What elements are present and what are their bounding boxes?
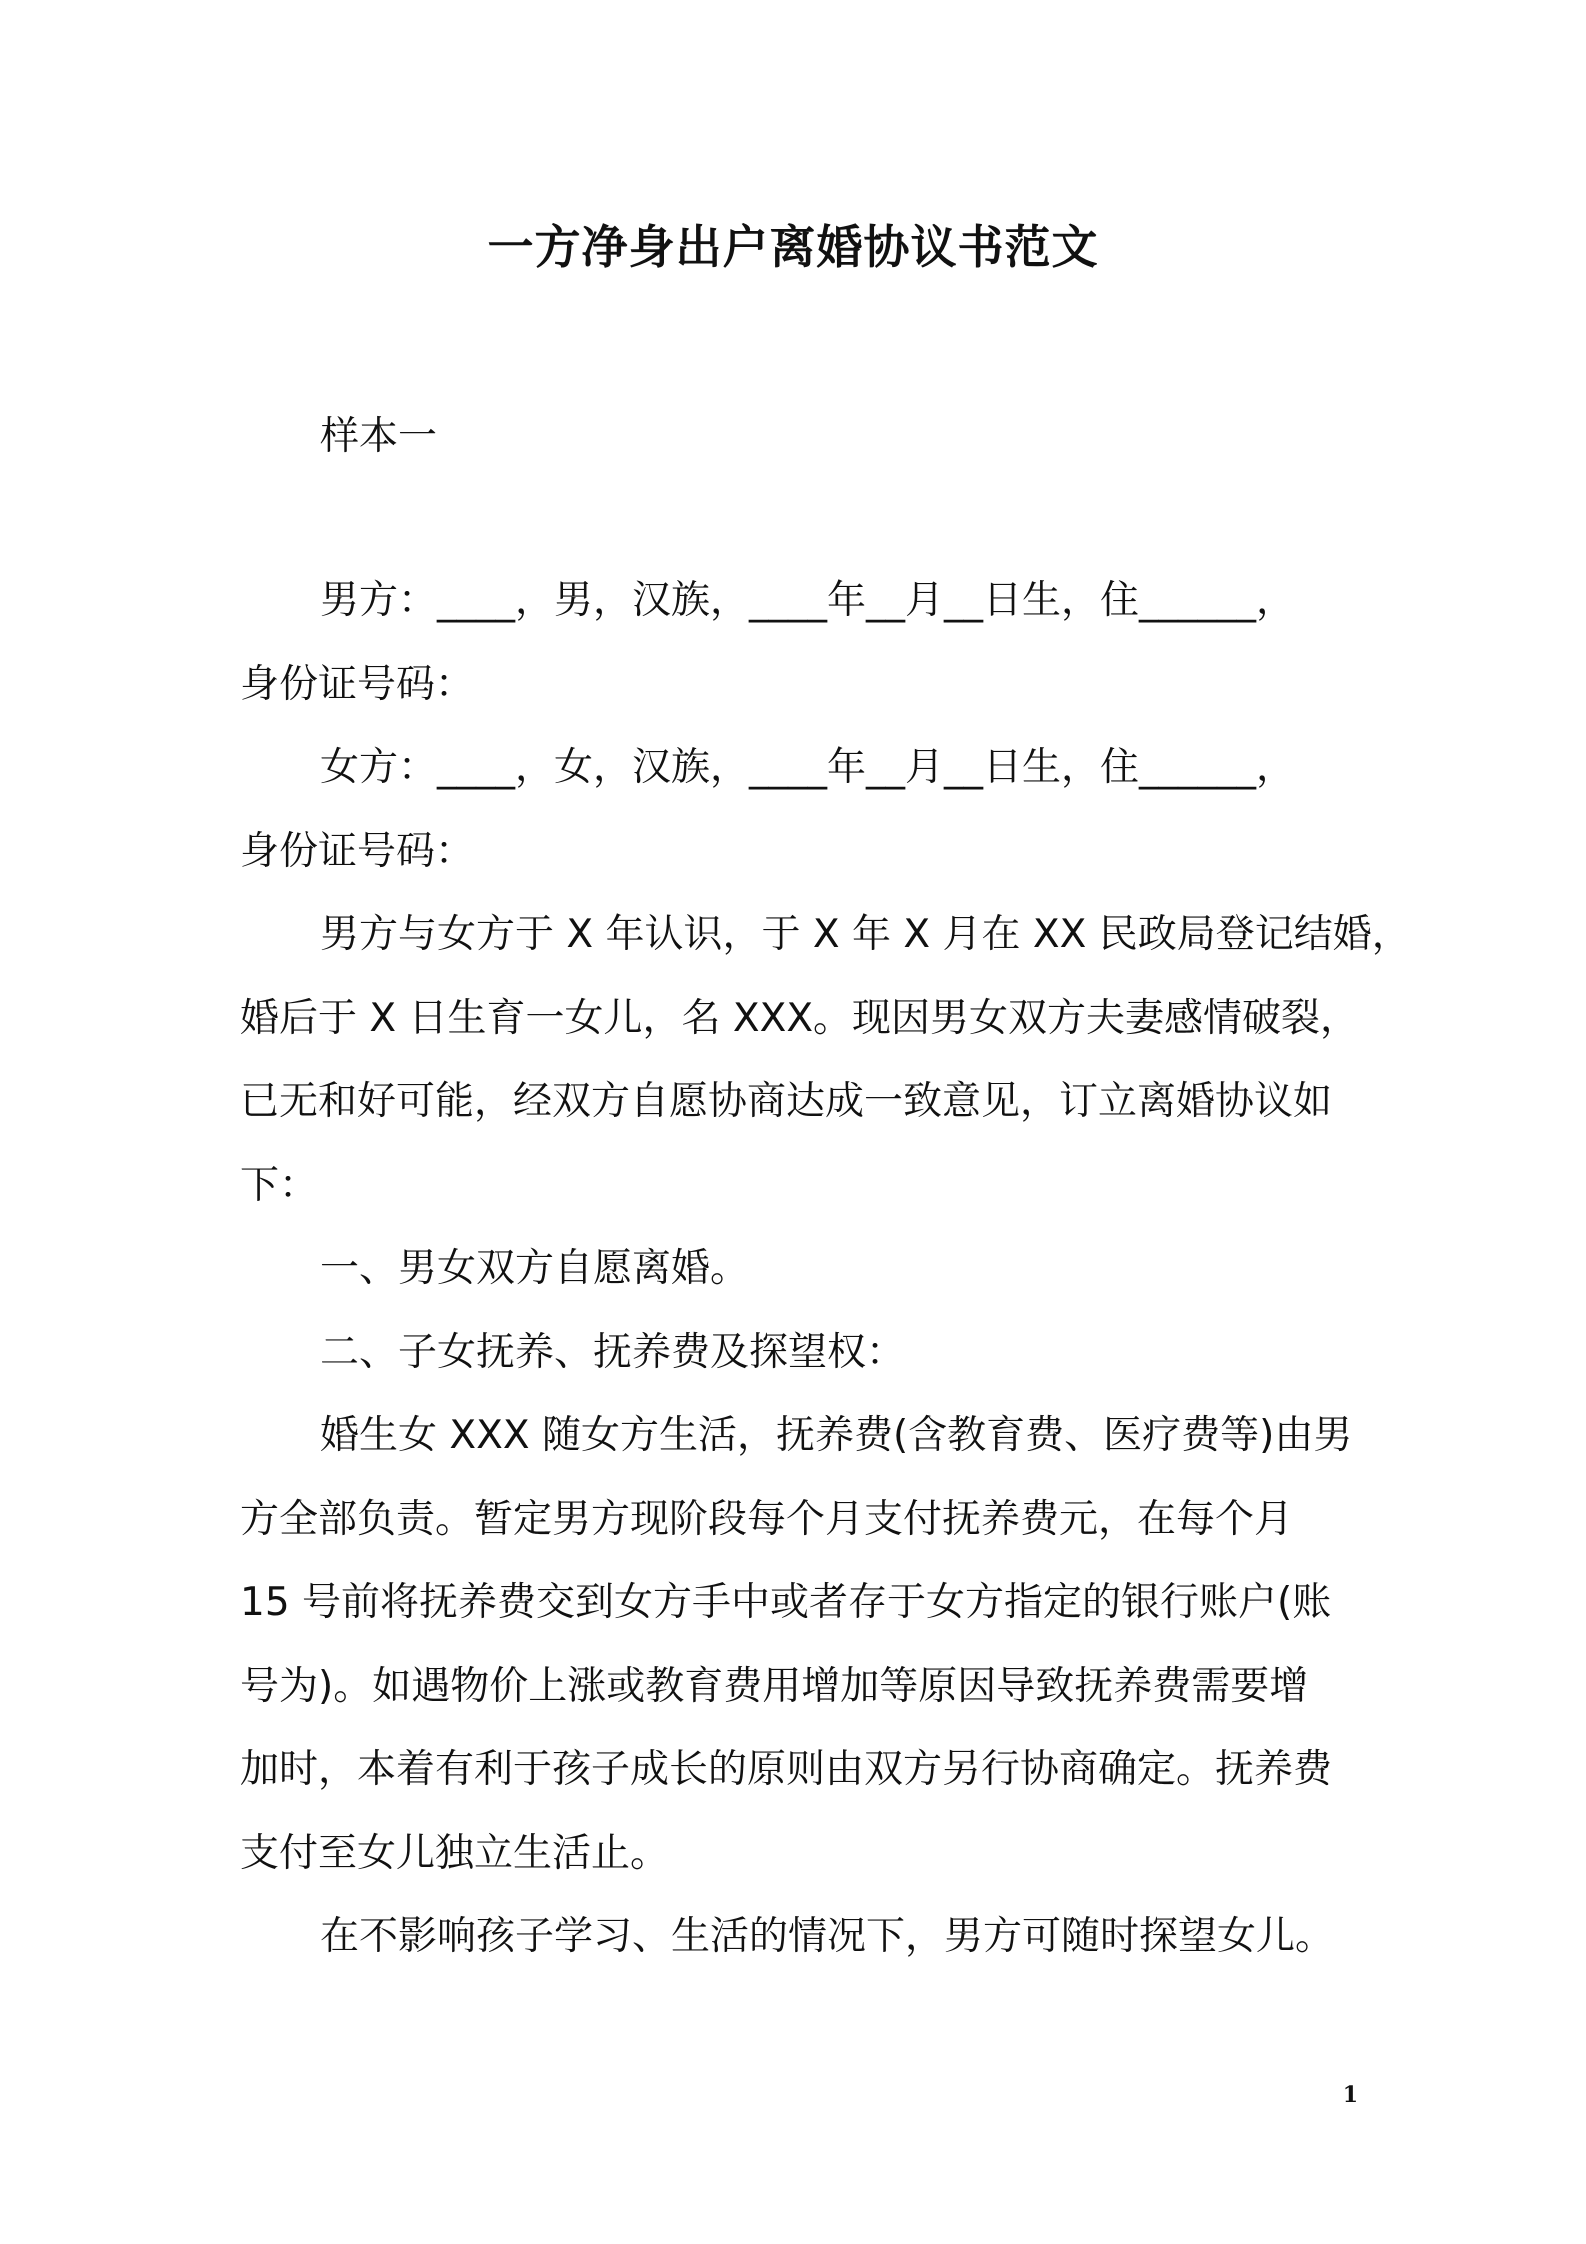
body-line: 已无和好可能，经双方自愿协商达成一致意见，订立离婚协议如 [240,1079,1333,1124]
page-number: 1 [1342,2082,1358,2108]
document-title: 一方净身出户离婚协议书范文 [487,220,1099,274]
body-line: 一、男女双方自愿离婚。 [320,1246,750,1291]
body-line: 在不影响孩子学习、生活的情况下，男方可随时探望女儿。 [320,1914,1335,1959]
body-line: 号为)。如遇物价上涨或教育费用增加等原因导致抚养费需要增 [240,1664,1309,1709]
sample-label: 样本一 [320,414,438,459]
body-line: 下： [240,1163,319,1208]
body-line: 男方：____，男，汉族，____年__月__日生，住______， [320,578,1296,623]
body-line: 方全部负责。暂定男方现阶段每个月支付抚养费元，在每个月 [240,1497,1294,1542]
body-line: 支付至女儿独立生活止。 [240,1831,670,1876]
body-line: 二、子女抚养、抚养费及探望权： [320,1330,906,1375]
body-line: 男方与女方于 X 年认识，于 X 年 X 月在 XX 民政局登记结婚， [320,912,1411,957]
body-line: 身份证号码： [240,829,475,874]
body-line: 婚生女 XXX 随女方生活，抚养费(含教育费、医疗费等)由男 [320,1413,1353,1458]
body-line: 加时，本着有利于孩子成长的原则由双方另行协商确定。抚养费 [240,1747,1333,1792]
body-line: 身份证号码： [240,662,475,707]
body-line: 婚后于 X 日生育一女儿，名 XXX。现因男女双方夫妻感情破裂， [240,996,1360,1041]
body-line: 15 号前将抚养费交到女方手中或者存于女方指定的银行账户(账 [240,1580,1332,1625]
body-line: 女方：____，女，汉族，____年__月__日生，住______， [320,745,1296,790]
